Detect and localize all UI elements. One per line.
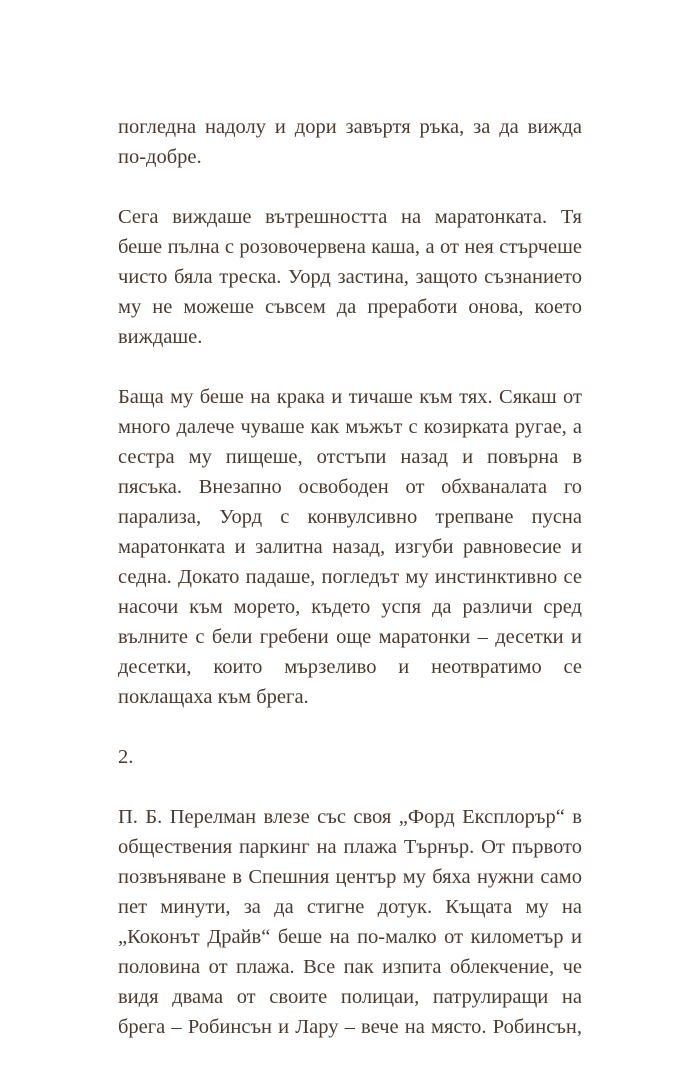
text-line: десетки, които мързеливо и неотвратимо се	[118, 656, 582, 678]
text-line: „Коконът Драйв“ беше на по-малко от километър и	[118, 926, 582, 948]
text-line: П. Б. Перелман влезе със своя „Форд Експлорър“ в	[118, 806, 582, 828]
paragraph-2	[118, 202, 582, 352]
text-line: обществения паркинг на плажа Търнър. От първото	[118, 836, 582, 858]
text-line: пясъка. Внезапно освободен от обхваналата го	[118, 476, 582, 498]
text-line: насочи към морето, където успя да различи сред	[118, 596, 582, 618]
text-line: половина от плажа. Все пак изпита облекчение, че	[118, 956, 582, 978]
text-line: вълните с бели гребени още маратонки – десетки и	[118, 626, 582, 648]
text-line: много далече чуваше как мъжът с козирката ругае, а	[118, 416, 582, 438]
text-line: по-добре.	[118, 146, 202, 168]
text-line: пет минути, за да стигне дотук. Къщата му на	[118, 896, 582, 918]
text-line: му не можеше съвсем да преработи онова, което	[118, 296, 582, 318]
text-line: Баща му беше на крака и тичаше към тях. Сякаш от	[118, 386, 582, 408]
text-line: погледна надолу и дори завъртя ръка, за да вижда	[118, 116, 582, 138]
paragraph-4	[118, 802, 582, 1042]
text-line: маратонката и залитна назад, изгуби равновесие и	[118, 536, 582, 558]
text-line: видя двама от своите полицаи, патрулиращи на	[118, 986, 582, 1008]
section-number: 2.	[118, 746, 134, 768]
text-line: парализа, Уорд с конвулсивно трепване пусна	[118, 506, 582, 528]
paragraph-1	[118, 112, 582, 172]
text-line: брега – Робинсън и Лару – вече на място. Робинсън,	[118, 1016, 582, 1038]
document-page	[118, 112, 582, 1072]
text-line: беше пълна с розовочервена каша, а от нея стърчеше	[118, 236, 582, 258]
text-line: Сега виждаше вътрешността на маратонката. Тя	[118, 206, 582, 228]
paragraph-3	[118, 382, 582, 712]
text-line: поклащаха към брега.	[118, 686, 309, 708]
text-line: виждаше.	[118, 326, 203, 348]
text-line: сестра му пищеше, отстъпи назад и повърна в	[118, 446, 582, 468]
text-line: седна. Докато падаше, погледът му инстинктивно се	[118, 566, 582, 588]
text-line: позвъняване в Спешния център му бяха нужни само	[118, 866, 582, 888]
text-line: чисто бяла треска. Уорд застина, защото съзнанието	[118, 266, 582, 288]
